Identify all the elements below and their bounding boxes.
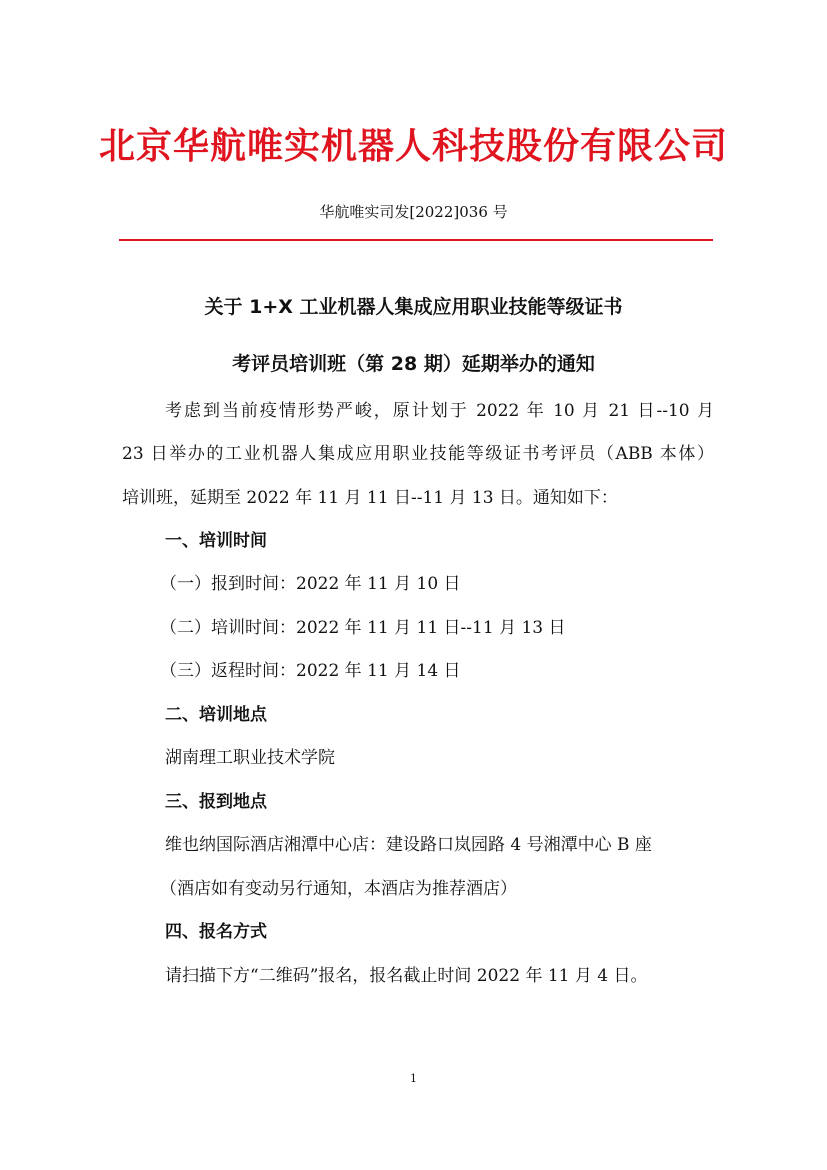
intro-line-1: 考虑到当前疫情形势严峻，原计划于 2022 年 10 月 21 日--10 月 bbox=[165, 401, 714, 421]
section-4-text: 请扫描下方“二维码”报名，报名截止时间 2022 年 11 月 4 日。 bbox=[165, 966, 648, 986]
section-3-text-line-2: （酒店如有变动另行通知，本酒店为推荐酒店） bbox=[160, 879, 517, 899]
section-1-item-2: （二）培训时间：2022 年 11 月 11 日--11 月 13 日 bbox=[160, 618, 566, 638]
section-1-item-3: （三）返程时间：2022 年 11 月 14 日 bbox=[160, 661, 461, 681]
notice-title-line2: 考评员培训班（第 28 期）延期举办的通知 bbox=[232, 353, 595, 375]
section-3-text-line-1: 维也纳国际酒店湘潭中心店：建设路口岚园路 4 号湘潭中心 B 座 bbox=[165, 835, 652, 855]
section-2-text: 湖南理工职业技术学院 bbox=[165, 748, 335, 768]
red-header-rule bbox=[119, 239, 713, 241]
page-number: 1 bbox=[410, 1072, 417, 1085]
section-1-heading: 一、培训时间 bbox=[165, 531, 267, 551]
section-4-heading: 四、报名方式 bbox=[165, 922, 267, 942]
notice-title-line1: 关于 1+X 工业机器人集成应用职业技能等级证书 bbox=[204, 296, 623, 318]
document-number: 华航唯实司发[2022]036 号 bbox=[319, 203, 508, 221]
company-name-header: 北京华航唯实机器人科技股份有限公司 bbox=[98, 126, 728, 167]
intro-line-3: 培训班，延期至 2022 年 11 月 11 日--11 月 13 日。通知如下： bbox=[122, 488, 618, 508]
section-2-heading: 二、培训地点 bbox=[165, 705, 267, 725]
section-3-heading: 三、报到地点 bbox=[165, 792, 267, 812]
section-1-item-1: （一）报到时间：2022 年 11 月 10 日 bbox=[160, 574, 461, 594]
intro-line-2: 23 日举办的工业机器人集成应用职业技能等级证书考评员（ABB 本体） bbox=[122, 444, 714, 464]
